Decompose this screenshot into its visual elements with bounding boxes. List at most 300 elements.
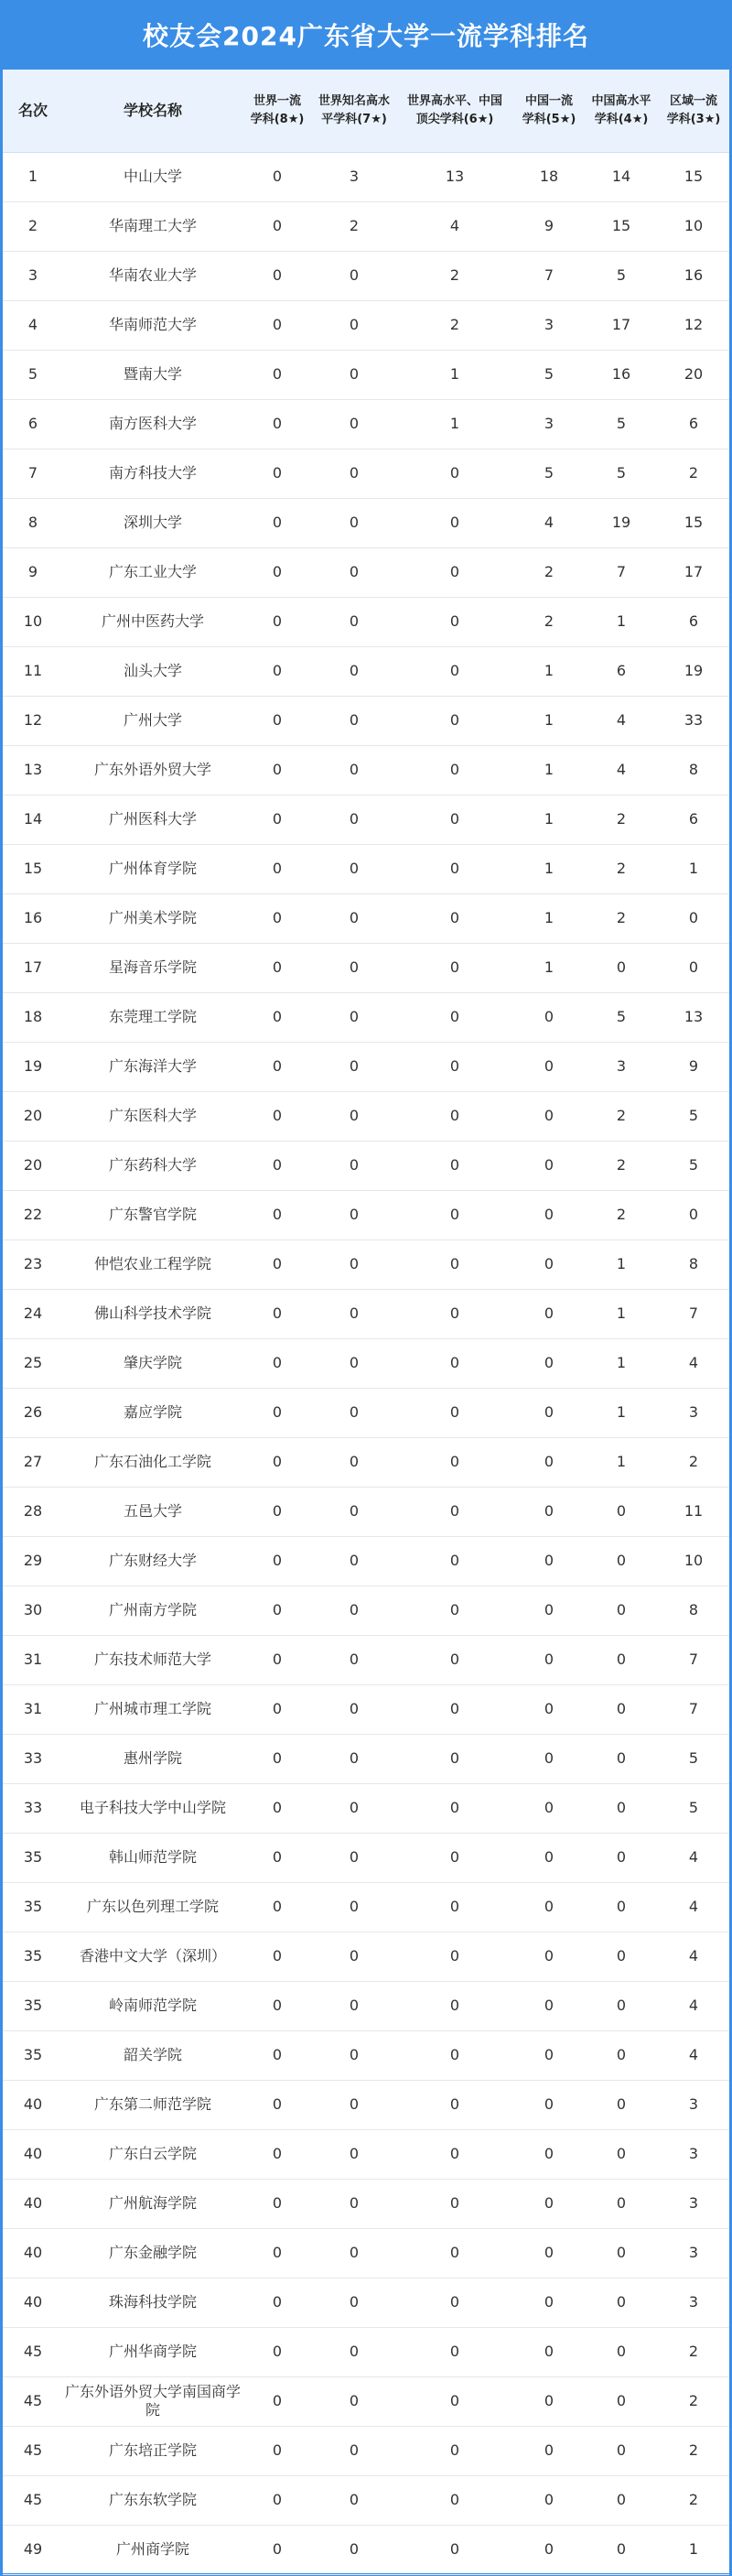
rank-cell: 45 bbox=[3, 2327, 63, 2376]
value-cell: 7 bbox=[513, 251, 585, 300]
rank-cell: 14 bbox=[3, 795, 63, 844]
value-cell: 5 bbox=[658, 1783, 729, 1833]
school-name-cell: 星海音乐学院 bbox=[63, 943, 242, 992]
value-cell: 0 bbox=[585, 2525, 658, 2574]
value-cell: 5 bbox=[513, 449, 585, 498]
table-row bbox=[3, 1833, 729, 1882]
value-cell: 4 bbox=[658, 1833, 729, 1882]
value-cell: 3 bbox=[312, 152, 396, 201]
value-cell: 0 bbox=[585, 1586, 658, 1635]
rank-cell: 25 bbox=[3, 1338, 63, 1388]
rank-cell: 2 bbox=[3, 201, 63, 251]
value-cell: 10 bbox=[658, 201, 729, 251]
value-cell: 0 bbox=[396, 992, 513, 1042]
value-cell: 1 bbox=[585, 1239, 658, 1289]
rank-cell: 40 bbox=[3, 2129, 63, 2179]
header-regional-first-class: 区域一流 学科(3★) bbox=[658, 70, 729, 152]
value-cell: 0 bbox=[513, 1586, 585, 1635]
value-cell: 4 bbox=[658, 1981, 729, 2030]
value-cell: 0 bbox=[312, 2278, 396, 2327]
value-cell: 0 bbox=[513, 2475, 585, 2525]
school-name-cell: 华南农业大学 bbox=[63, 251, 242, 300]
value-cell: 0 bbox=[396, 1635, 513, 1684]
value-cell: 0 bbox=[585, 2376, 658, 2426]
value-cell: 0 bbox=[242, 1783, 312, 1833]
value-cell: 7 bbox=[658, 1289, 729, 1338]
value-cell: 0 bbox=[585, 2129, 658, 2179]
value-cell: 0 bbox=[242, 1091, 312, 1141]
table-row bbox=[3, 1388, 729, 1437]
value-cell: 2 bbox=[658, 2376, 729, 2426]
header-world-class: 世界一流 学科(8★) bbox=[242, 70, 312, 152]
rank-cell: 8 bbox=[3, 498, 63, 547]
value-cell: 0 bbox=[396, 646, 513, 696]
school-name-cell: 珠海科技学院 bbox=[63, 2278, 242, 2327]
value-cell: 0 bbox=[242, 2179, 312, 2228]
table-row bbox=[3, 152, 729, 201]
value-cell: 1 bbox=[396, 399, 513, 449]
value-cell: 0 bbox=[312, 992, 396, 1042]
value-cell: 12 bbox=[658, 300, 729, 350]
value-cell: 0 bbox=[396, 2475, 513, 2525]
value-cell: 0 bbox=[585, 1734, 658, 1783]
value-cell: 0 bbox=[396, 449, 513, 498]
value-cell: 0 bbox=[513, 1091, 585, 1141]
value-cell: 0 bbox=[242, 646, 312, 696]
value-cell: 3 bbox=[585, 1042, 658, 1091]
value-cell: 1 bbox=[585, 1289, 658, 1338]
value-cell: 0 bbox=[513, 2080, 585, 2129]
value-cell: 1 bbox=[585, 1388, 658, 1437]
rank-cell: 31 bbox=[3, 1635, 63, 1684]
rank-cell: 20 bbox=[3, 1141, 63, 1190]
value-cell: 0 bbox=[312, 449, 396, 498]
rank-cell: 22 bbox=[3, 1190, 63, 1239]
school-name-cell: 华南师范大学 bbox=[63, 300, 242, 350]
value-cell: 0 bbox=[396, 844, 513, 893]
school-name-cell: 南方医科大学 bbox=[63, 399, 242, 449]
school-name-cell: 嘉应学院 bbox=[63, 1388, 242, 1437]
value-cell: 0 bbox=[312, 1932, 396, 1981]
value-cell: 2 bbox=[658, 2475, 729, 2525]
table-row bbox=[3, 1289, 729, 1338]
value-cell: 0 bbox=[396, 1932, 513, 1981]
table-row bbox=[3, 1882, 729, 1932]
value-cell: 10 bbox=[658, 1536, 729, 1586]
rank-cell: 49 bbox=[3, 2525, 63, 2574]
value-cell: 33 bbox=[658, 696, 729, 745]
value-cell: 0 bbox=[242, 1190, 312, 1239]
value-cell: 0 bbox=[312, 2129, 396, 2179]
rank-cell: 1 bbox=[3, 152, 63, 201]
value-cell: 0 bbox=[396, 893, 513, 943]
value-cell: 0 bbox=[585, 2475, 658, 2525]
value-cell: 16 bbox=[658, 251, 729, 300]
value-cell: 0 bbox=[396, 943, 513, 992]
value-cell: 0 bbox=[242, 844, 312, 893]
table-row bbox=[3, 1684, 729, 1734]
value-cell: 0 bbox=[312, 646, 396, 696]
table-row bbox=[3, 449, 729, 498]
rank-cell: 35 bbox=[3, 1932, 63, 1981]
value-cell: 0 bbox=[312, 696, 396, 745]
rank-cell: 17 bbox=[3, 943, 63, 992]
header-world-high-level: 世界高水平、中国 顶尖学科(6★) bbox=[396, 70, 513, 152]
value-cell: 2 bbox=[658, 2327, 729, 2376]
table-row bbox=[3, 2179, 729, 2228]
table-row bbox=[3, 1091, 729, 1141]
value-cell: 3 bbox=[658, 2080, 729, 2129]
value-cell: 15 bbox=[658, 152, 729, 201]
value-cell: 0 bbox=[242, 943, 312, 992]
value-cell: 0 bbox=[585, 1882, 658, 1932]
table-header-row bbox=[3, 70, 729, 152]
table-row bbox=[3, 2278, 729, 2327]
value-cell: 0 bbox=[396, 1734, 513, 1783]
table-row bbox=[3, 251, 729, 300]
value-cell: 0 bbox=[242, 1734, 312, 1783]
value-cell: 0 bbox=[242, 1932, 312, 1981]
value-cell: 8 bbox=[658, 1239, 729, 1289]
value-cell: 0 bbox=[513, 1932, 585, 1981]
value-cell: 0 bbox=[396, 1338, 513, 1388]
value-cell: 0 bbox=[312, 2426, 396, 2475]
value-cell: 4 bbox=[585, 745, 658, 795]
value-cell: 0 bbox=[312, 893, 396, 943]
header-china-high-level: 中国高水平 学科(4★) bbox=[585, 70, 658, 152]
table-row bbox=[3, 992, 729, 1042]
rank-cell: 16 bbox=[3, 893, 63, 943]
value-cell: 2 bbox=[658, 449, 729, 498]
table-row bbox=[3, 547, 729, 597]
value-cell: 2 bbox=[658, 1437, 729, 1487]
rank-cell: 13 bbox=[3, 745, 63, 795]
table-row bbox=[3, 844, 729, 893]
value-cell: 0 bbox=[242, 1684, 312, 1734]
value-cell: 5 bbox=[658, 1141, 729, 1190]
table-row bbox=[3, 350, 729, 399]
header-world-renowned: 世界知名高水 平学科(7★) bbox=[312, 70, 396, 152]
header-rank: 名次 bbox=[3, 70, 63, 152]
school-name-cell: 暨南大学 bbox=[63, 350, 242, 399]
school-name-cell: 东莞理工学院 bbox=[63, 992, 242, 1042]
value-cell: 9 bbox=[658, 1042, 729, 1091]
school-name-cell: 广东培正学院 bbox=[63, 2426, 242, 2475]
rank-cell: 31 bbox=[3, 1684, 63, 1734]
header-school: 学校名称 bbox=[63, 70, 242, 152]
school-name-cell: 华南理工大学 bbox=[63, 201, 242, 251]
value-cell: 0 bbox=[513, 1783, 585, 1833]
table-row bbox=[3, 1487, 729, 1536]
school-name-cell: 广州南方学院 bbox=[63, 1586, 242, 1635]
value-cell: 0 bbox=[242, 1536, 312, 1586]
value-cell: 0 bbox=[513, 1190, 585, 1239]
value-cell: 0 bbox=[312, 1091, 396, 1141]
value-cell: 0 bbox=[585, 2228, 658, 2278]
value-cell: 0 bbox=[242, 2327, 312, 2376]
value-cell: 0 bbox=[242, 1289, 312, 1338]
value-cell: 2 bbox=[396, 300, 513, 350]
value-cell: 0 bbox=[396, 1190, 513, 1239]
school-name-cell: 电子科技大学中山学院 bbox=[63, 1783, 242, 1833]
value-cell: 2 bbox=[585, 795, 658, 844]
value-cell: 0 bbox=[312, 2179, 396, 2228]
school-name-cell: 广东工业大学 bbox=[63, 547, 242, 597]
value-cell: 0 bbox=[312, 795, 396, 844]
table-row bbox=[3, 2475, 729, 2525]
value-cell: 0 bbox=[396, 2525, 513, 2574]
value-cell: 0 bbox=[312, 251, 396, 300]
rank-cell: 24 bbox=[3, 1289, 63, 1338]
value-cell: 7 bbox=[658, 1684, 729, 1734]
rank-cell: 35 bbox=[3, 1981, 63, 2030]
school-name-cell: 韶关学院 bbox=[63, 2030, 242, 2080]
table-row bbox=[3, 2030, 729, 2080]
value-cell: 0 bbox=[396, 1042, 513, 1091]
value-cell: 2 bbox=[513, 547, 585, 597]
value-cell: 5 bbox=[585, 992, 658, 1042]
value-cell: 2 bbox=[585, 1190, 658, 1239]
table-row bbox=[3, 399, 729, 449]
value-cell: 0 bbox=[513, 1437, 585, 1487]
value-cell: 1 bbox=[513, 795, 585, 844]
value-cell: 0 bbox=[513, 1141, 585, 1190]
school-name-cell: 惠州学院 bbox=[63, 1734, 242, 1783]
value-cell: 4 bbox=[658, 1882, 729, 1932]
value-cell: 0 bbox=[242, 1833, 312, 1882]
value-cell: 0 bbox=[312, 1684, 396, 1734]
table-row bbox=[3, 943, 729, 992]
school-name-cell: 广东外语外贸大学南国商学院 bbox=[63, 2376, 242, 2426]
table-row bbox=[3, 696, 729, 745]
value-cell: 0 bbox=[242, 2030, 312, 2080]
rank-cell: 45 bbox=[3, 2426, 63, 2475]
rank-cell: 40 bbox=[3, 2080, 63, 2129]
value-cell: 3 bbox=[658, 1388, 729, 1437]
value-cell: 0 bbox=[396, 1437, 513, 1487]
value-cell: 0 bbox=[312, 2228, 396, 2278]
table-row bbox=[3, 498, 729, 547]
value-cell: 0 bbox=[513, 1239, 585, 1289]
value-cell: 19 bbox=[658, 646, 729, 696]
value-cell: 0 bbox=[513, 1338, 585, 1388]
value-cell: 0 bbox=[312, 2327, 396, 2376]
school-name-cell: 南方科技大学 bbox=[63, 449, 242, 498]
value-cell: 0 bbox=[312, 2525, 396, 2574]
table-row bbox=[3, 2426, 729, 2475]
school-name-cell: 中山大学 bbox=[63, 152, 242, 201]
value-cell: 0 bbox=[658, 1190, 729, 1239]
value-cell: 0 bbox=[242, 1981, 312, 2030]
value-cell: 1 bbox=[585, 1338, 658, 1388]
value-cell: 0 bbox=[396, 1981, 513, 2030]
value-cell: 0 bbox=[513, 1487, 585, 1536]
value-cell: 7 bbox=[585, 547, 658, 597]
school-name-cell: 广州体育学院 bbox=[63, 844, 242, 893]
value-cell: 0 bbox=[242, 2525, 312, 2574]
value-cell: 0 bbox=[242, 1388, 312, 1437]
value-cell: 0 bbox=[242, 201, 312, 251]
table-row bbox=[3, 1536, 729, 1586]
value-cell: 0 bbox=[242, 2475, 312, 2525]
table-row bbox=[3, 646, 729, 696]
rank-cell: 33 bbox=[3, 1734, 63, 1783]
value-cell: 0 bbox=[242, 1338, 312, 1388]
value-cell: 0 bbox=[585, 2030, 658, 2080]
value-cell: 0 bbox=[312, 1338, 396, 1388]
value-cell: 0 bbox=[585, 1536, 658, 1586]
value-cell: 0 bbox=[396, 795, 513, 844]
school-name-cell: 汕头大学 bbox=[63, 646, 242, 696]
value-cell: 0 bbox=[242, 1437, 312, 1487]
value-cell: 0 bbox=[513, 1684, 585, 1734]
school-name-cell: 广东石油化工学院 bbox=[63, 1437, 242, 1487]
value-cell: 0 bbox=[396, 2129, 513, 2179]
value-cell: 14 bbox=[585, 152, 658, 201]
value-cell: 13 bbox=[396, 152, 513, 201]
rank-cell: 6 bbox=[3, 399, 63, 449]
table-row bbox=[3, 2080, 729, 2129]
value-cell: 0 bbox=[242, 1239, 312, 1289]
value-cell: 0 bbox=[242, 1635, 312, 1684]
value-cell: 0 bbox=[396, 1239, 513, 1289]
value-cell: 0 bbox=[513, 1981, 585, 2030]
value-cell: 0 bbox=[312, 1536, 396, 1586]
value-cell: 5 bbox=[658, 1091, 729, 1141]
value-cell: 2 bbox=[585, 893, 658, 943]
value-cell: 3 bbox=[513, 300, 585, 350]
value-cell: 0 bbox=[396, 1289, 513, 1338]
school-name-cell: 广东警官学院 bbox=[63, 1190, 242, 1239]
value-cell: 1 bbox=[658, 844, 729, 893]
value-cell: 0 bbox=[242, 1487, 312, 1536]
value-cell: 1 bbox=[513, 696, 585, 745]
value-cell: 1 bbox=[513, 943, 585, 992]
value-cell: 0 bbox=[242, 350, 312, 399]
value-cell: 0 bbox=[658, 943, 729, 992]
value-cell: 4 bbox=[658, 1932, 729, 1981]
value-cell: 0 bbox=[513, 2228, 585, 2278]
value-cell: 0 bbox=[396, 2426, 513, 2475]
rank-cell: 35 bbox=[3, 2030, 63, 2080]
value-cell: 0 bbox=[585, 1833, 658, 1882]
value-cell: 0 bbox=[513, 1536, 585, 1586]
value-cell: 5 bbox=[585, 449, 658, 498]
value-cell: 0 bbox=[312, 1981, 396, 2030]
ranking-table bbox=[3, 70, 729, 2575]
rank-cell: 5 bbox=[3, 350, 63, 399]
table-row bbox=[3, 1190, 729, 1239]
value-cell: 2 bbox=[513, 597, 585, 646]
value-cell: 0 bbox=[513, 2278, 585, 2327]
value-cell: 8 bbox=[658, 1586, 729, 1635]
table-row bbox=[3, 1239, 729, 1289]
value-cell: 0 bbox=[242, 1882, 312, 1932]
value-cell: 0 bbox=[585, 1783, 658, 1833]
school-name-cell: 香港中文大学（深圳） bbox=[63, 1932, 242, 1981]
value-cell: 0 bbox=[585, 2179, 658, 2228]
value-cell: 0 bbox=[242, 152, 312, 201]
table-row bbox=[3, 300, 729, 350]
table-row bbox=[3, 1783, 729, 1833]
value-cell: 0 bbox=[242, 498, 312, 547]
value-cell: 0 bbox=[396, 2179, 513, 2228]
value-cell: 0 bbox=[396, 696, 513, 745]
value-cell: 0 bbox=[396, 745, 513, 795]
value-cell: 3 bbox=[658, 2179, 729, 2228]
school-name-cell: 广东白云学院 bbox=[63, 2129, 242, 2179]
school-name-cell: 广东药科大学 bbox=[63, 1141, 242, 1190]
value-cell: 11 bbox=[658, 1487, 729, 1536]
value-cell: 0 bbox=[312, 1042, 396, 1091]
value-cell: 0 bbox=[312, 1190, 396, 1239]
value-cell: 0 bbox=[312, 1289, 396, 1338]
table-row bbox=[3, 2376, 729, 2426]
value-cell: 0 bbox=[585, 1684, 658, 1734]
value-cell: 4 bbox=[513, 498, 585, 547]
school-name-cell: 五邑大学 bbox=[63, 1487, 242, 1536]
value-cell: 0 bbox=[312, 1586, 396, 1635]
value-cell: 1 bbox=[513, 745, 585, 795]
rank-cell: 40 bbox=[3, 2179, 63, 2228]
value-cell: 0 bbox=[396, 1536, 513, 1586]
value-cell: 15 bbox=[658, 498, 729, 547]
value-cell: 0 bbox=[585, 2327, 658, 2376]
value-cell: 0 bbox=[513, 2030, 585, 2080]
value-cell: 0 bbox=[242, 696, 312, 745]
value-cell: 0 bbox=[396, 2376, 513, 2426]
value-cell: 1 bbox=[513, 893, 585, 943]
value-cell: 0 bbox=[312, 597, 396, 646]
value-cell: 0 bbox=[396, 1586, 513, 1635]
table-row bbox=[3, 1981, 729, 2030]
value-cell: 0 bbox=[242, 2278, 312, 2327]
value-cell: 0 bbox=[242, 2376, 312, 2426]
rank-cell: 27 bbox=[3, 1437, 63, 1487]
table-row bbox=[3, 597, 729, 646]
value-cell: 0 bbox=[242, 2228, 312, 2278]
value-cell: 1 bbox=[396, 350, 513, 399]
school-name-cell: 广州美术学院 bbox=[63, 893, 242, 943]
school-name-cell: 广州航海学院 bbox=[63, 2179, 242, 2228]
value-cell: 0 bbox=[513, 2129, 585, 2179]
school-name-cell: 广州城市理工学院 bbox=[63, 1684, 242, 1734]
school-name-cell: 广州华商学院 bbox=[63, 2327, 242, 2376]
value-cell: 4 bbox=[658, 2030, 729, 2080]
rank-cell: 40 bbox=[3, 2228, 63, 2278]
value-cell: 0 bbox=[312, 745, 396, 795]
value-cell: 0 bbox=[312, 1783, 396, 1833]
rank-cell: 26 bbox=[3, 1388, 63, 1437]
value-cell: 0 bbox=[242, 2426, 312, 2475]
value-cell: 0 bbox=[312, 1239, 396, 1289]
value-cell: 5 bbox=[585, 251, 658, 300]
value-cell: 0 bbox=[396, 1388, 513, 1437]
value-cell: 0 bbox=[242, 893, 312, 943]
rank-cell: 19 bbox=[3, 1042, 63, 1091]
value-cell: 0 bbox=[513, 2376, 585, 2426]
rank-cell: 40 bbox=[3, 2278, 63, 2327]
value-cell: 0 bbox=[513, 1833, 585, 1882]
rank-cell: 20 bbox=[3, 1091, 63, 1141]
value-cell: 0 bbox=[312, 1437, 396, 1487]
value-cell: 1 bbox=[513, 844, 585, 893]
school-name-cell: 佛山科学技术学院 bbox=[63, 1289, 242, 1338]
value-cell: 0 bbox=[396, 498, 513, 547]
rank-cell: 3 bbox=[3, 251, 63, 300]
value-cell: 9 bbox=[513, 201, 585, 251]
value-cell: 0 bbox=[242, 992, 312, 1042]
